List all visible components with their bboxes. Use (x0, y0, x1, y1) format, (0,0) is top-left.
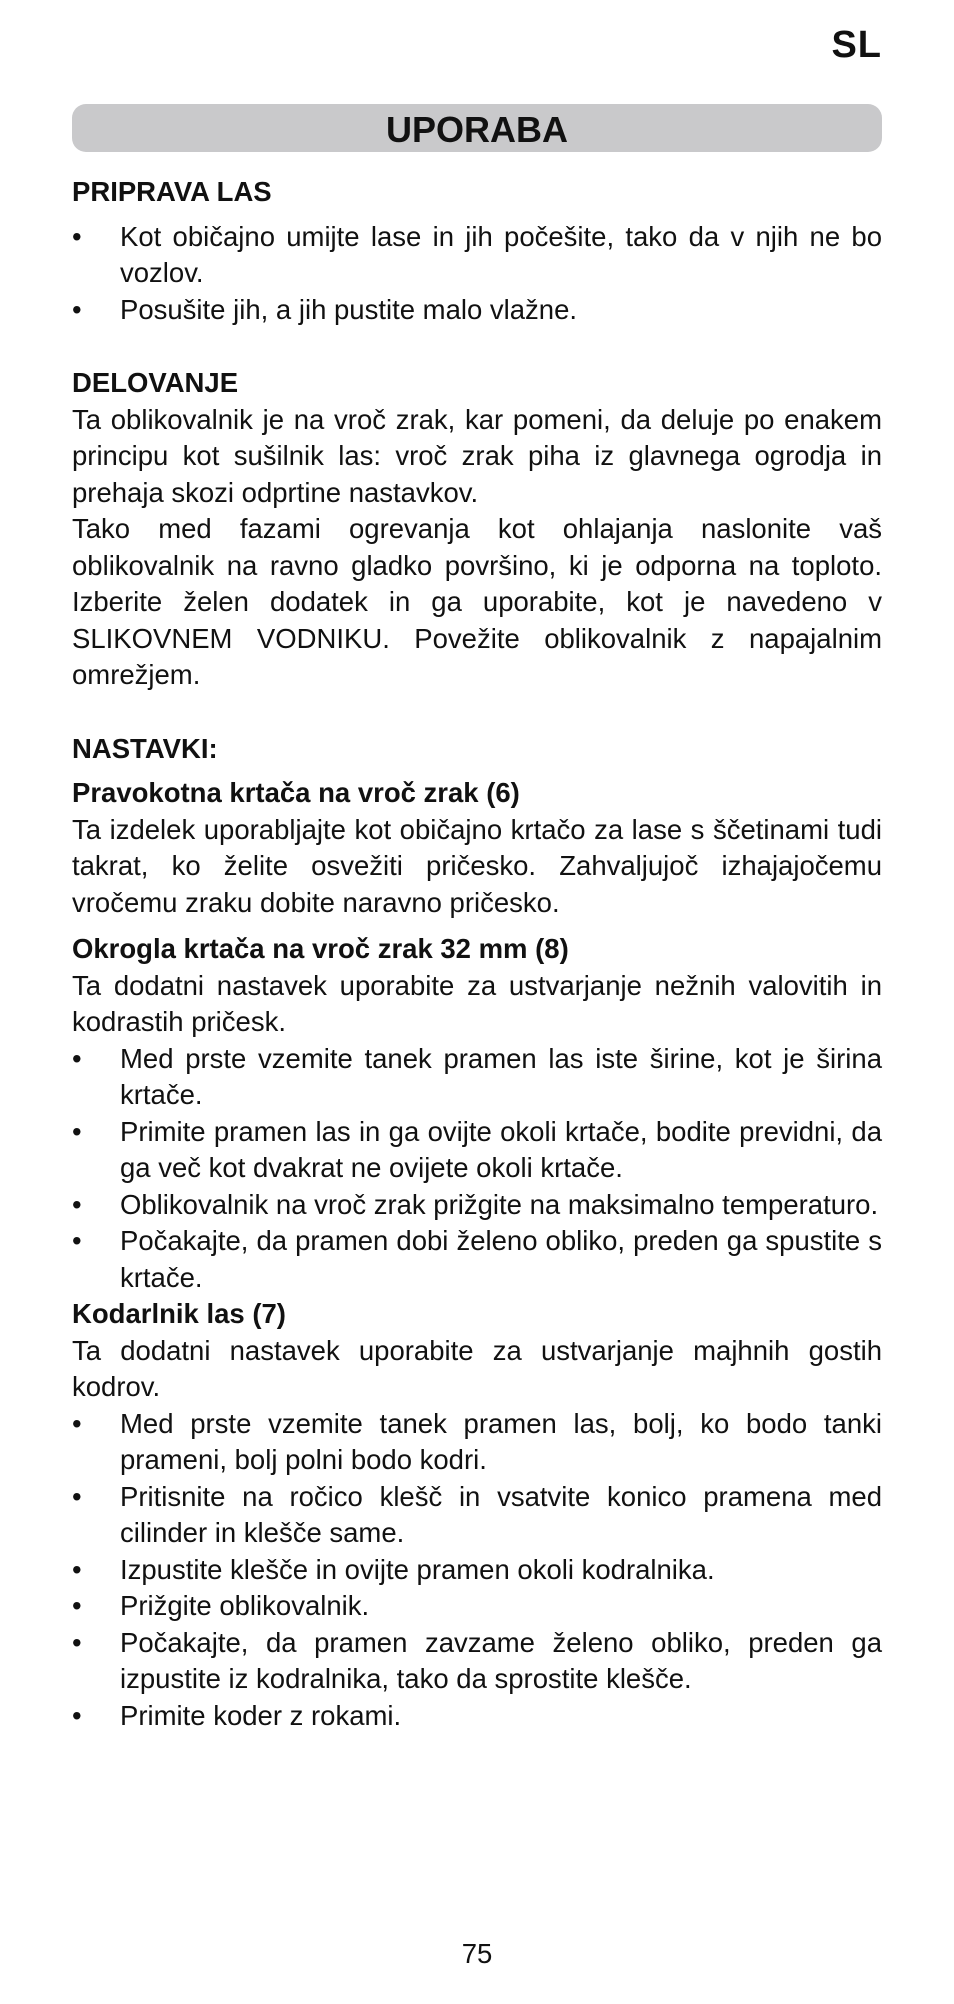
round-brush-list (72, 1041, 882, 1297)
subheading-brush: Pravokotna krtača na vroč zrak (6) (72, 777, 520, 808)
paragraph: Ta dodatni nastavek uporabite za ustvarjanje nežnih valovitih in kodrastih pričesk. (72, 969, 882, 1037)
bullet-icon: • (72, 1188, 82, 1220)
heading-nastavki: NASTAVKI: (72, 732, 218, 764)
subheading-round-brush: Okrogla krtača na vroč zrak 32 mm (8) (72, 933, 569, 964)
heading-priprava: PRIPRAVA LAS (72, 176, 272, 207)
heading-delovanje: DELOVANJE (72, 367, 239, 398)
list-item: • Med prste vzemite tanek pramen las, bolj, ko bodo tanki prameni, bolj polni bodo kodri. (72, 1407, 882, 1475)
subheading-curler: Kodarlnik las (7) (72, 1298, 286, 1329)
list-item: • Primite koder z rokami. (72, 1698, 882, 1735)
bullet-icon: • (72, 1590, 82, 1621)
main-content (72, 174, 882, 1734)
bullet-icon: • (72, 1553, 82, 1585)
bullet-icon: • (72, 1225, 82, 1256)
list-item: • Med prste vzemite tanek pramen las iste širine, kot je širina krtače. (72, 1042, 882, 1110)
list-item: • Pritisnite na ročico klešč in vsatvite konico pramena med cilinder in klešče same. (72, 1480, 882, 1548)
list-item: • Oblikovalnik na vroč zrak prižgite na maksimalno temperaturo. (72, 1187, 882, 1224)
list-item: • Prižgite oblikovalnik. (72, 1588, 882, 1625)
priprava-list (72, 219, 882, 329)
list-item: • Posušite jih, a jih pustite malo vlažne. (72, 292, 882, 329)
bullet-icon: • (72, 220, 82, 252)
language-code: SL (831, 24, 882, 66)
list-item: • Počakajte, da pramen zavzame želeno obliko, preden ga izpustite iz kodralnika, tako da sprostite klešče. (72, 1626, 882, 1694)
bullet-icon: • (72, 293, 82, 325)
bullet-icon: • (72, 1699, 82, 1731)
list-item: • Primite pramen las in ga ovijte okoli krtače, bodite previdni, da ga več kot dvakrat ne ovijete okoli krtače. (72, 1115, 882, 1183)
bullet-icon: • (72, 1407, 82, 1439)
bullet-icon: • (72, 1480, 82, 1512)
section-title: UPORABA (72, 104, 882, 152)
paragraph: Ta oblikovalnik je na vroč zrak, kar pomeni, da deluje po enakem principu kot sušilnik las: vroč zrak piha iz glavnega ogrodja in prehaja skozi odprtine nastavkov. (72, 403, 882, 508)
bullet-icon: • (72, 1042, 82, 1074)
curler-list (72, 1406, 882, 1735)
paragraph: Ta izdelek uporabljajte kot običajno krtačo za lase s ščetinami tudi takrat, ko želite osvežiti pričesko. Zahvaljujoč izhajajočemu vročemu zraku dobite naravno pričesko. (72, 813, 882, 918)
bullet-icon: • (72, 1626, 82, 1658)
list-item: • Kot običajno umijte lase in jih počešite, tako da v njih ne bo vozlov. (72, 220, 882, 288)
paragraph: Ta dodatni nastavek uporabite za ustvarjanje majhnih gostih kodrov. (72, 1334, 882, 1402)
bullet-icon: • (72, 1115, 82, 1147)
list-item: • Izpustite klešče in ovijte pramen okoli kodralnika. (72, 1552, 882, 1589)
page-number: 75 (461, 1938, 493, 1969)
paragraph: Tako med fazami ogrevanja kot ohlajanja naslonite vaš oblikovalnik na ravno gladko površino, ki je odporna na toploto. Izberite želen dodatek in ga uporabite, kot je navedeno v SLIKOVNEM VODNIKU. Povežite oblikovalnik z napajalnim omrežjem. (72, 513, 882, 690)
list-item: • Počakajte, da pramen dobi želeno obliko, preden ga spustite s krtače. (72, 1225, 882, 1293)
